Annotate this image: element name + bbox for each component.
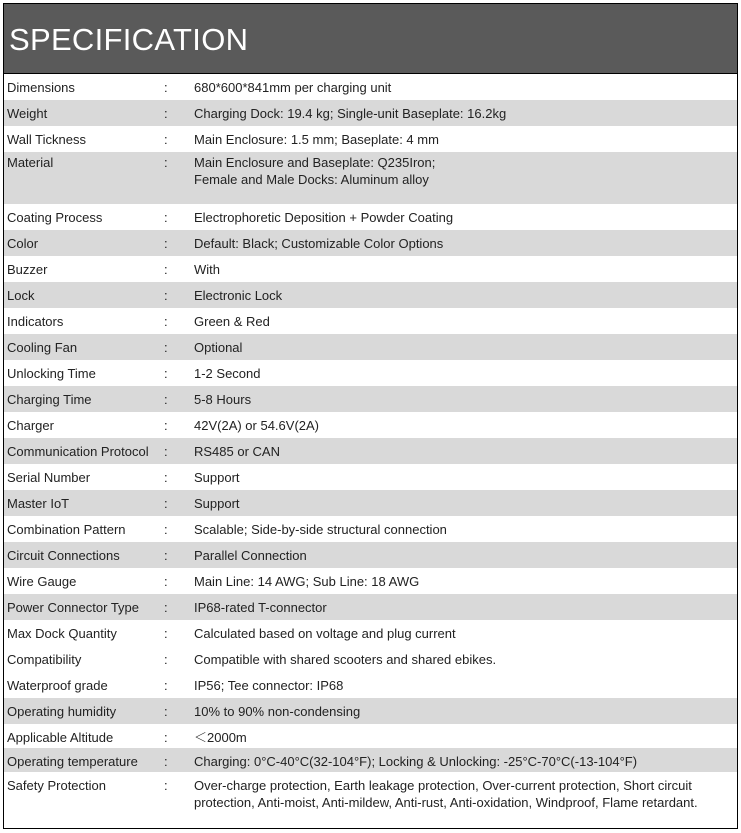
spec-separator: : — [164, 574, 168, 589]
spec-separator: : — [164, 730, 168, 745]
spec-value-line: Charging: 0°C-40°C(32-104°F); Locking & Unlocking: -25°C-70°C(-13-104°F) — [194, 754, 638, 769]
spec-row — [4, 620, 737, 646]
spec-value-line: Calculated based on voltage and plug current — [194, 626, 456, 641]
spec-value — [194, 235, 734, 252]
spec-separator: : — [164, 548, 168, 563]
spec-separator: : — [164, 496, 168, 511]
spec-label: Combination Pattern — [7, 522, 126, 537]
spec-separator: : — [164, 418, 168, 433]
spec-value — [194, 573, 734, 590]
spec-label: Coating Process — [7, 210, 103, 225]
spec-value — [194, 729, 734, 746]
spec-label: Waterproof grade — [7, 678, 108, 693]
spec-value-line: Scalable; Side-by-side structural connection — [194, 522, 447, 537]
spec-value-line: 5-8 Hours — [194, 392, 252, 407]
spec-row — [4, 748, 737, 772]
spec-separator: : — [164, 210, 168, 225]
spec-value — [194, 753, 734, 770]
spec-value-line: Main Line: 14 AWG; Sub Line: 18 AWG — [194, 574, 420, 589]
spec-label: Operating temperature — [7, 754, 138, 769]
spec-label: Charging Time — [7, 392, 92, 407]
spec-value-line: IP68-rated T-connector — [194, 600, 327, 615]
spec-label: Unlocking Time — [7, 366, 96, 381]
spec-value — [194, 443, 734, 460]
spec-value-line: Parallel Connection — [194, 548, 307, 563]
spec-table — [4, 74, 737, 827]
spec-value — [194, 547, 734, 564]
spec-value-line: With — [194, 262, 220, 277]
spec-value — [194, 313, 734, 330]
spec-row — [4, 126, 737, 152]
spec-row — [4, 646, 737, 672]
spec-label: Serial Number — [7, 470, 91, 485]
spec-value-line: Electrophoretic Deposition + Powder Coating — [194, 210, 454, 225]
specification-sheet — [3, 3, 738, 829]
spec-label: Color — [7, 236, 39, 251]
spec-row — [4, 672, 737, 698]
spec-label: Material — [7, 155, 54, 170]
spec-value — [194, 703, 734, 720]
spec-label: Lock — [7, 288, 35, 303]
spec-value-line: Default: Black; Customizable Color Options — [194, 236, 444, 251]
spec-separator: : — [164, 470, 168, 485]
spec-value-line: Female and Male Docks: Aluminum alloy — [194, 172, 429, 187]
spec-value-line: Green & Red — [194, 314, 270, 329]
spec-row — [4, 438, 737, 464]
spec-row — [4, 100, 737, 126]
spec-value — [194, 417, 734, 434]
spec-separator: : — [164, 340, 168, 355]
spec-label: Operating humidity — [7, 704, 117, 719]
spec-row — [4, 386, 737, 412]
spec-label: Cooling Fan — [7, 340, 78, 355]
spec-separator: : — [164, 652, 168, 667]
spec-value — [194, 339, 734, 356]
spec-row — [4, 308, 737, 334]
spec-value-line: ＜2000m — [194, 730, 247, 745]
spec-separator: : — [164, 262, 168, 277]
spec-separator: : — [164, 444, 168, 459]
spec-value — [194, 599, 734, 616]
spec-separator: : — [164, 778, 168, 793]
spec-value — [194, 154, 734, 188]
spec-separator: : — [164, 106, 168, 121]
page-title: SPECIFICATION — [9, 22, 249, 57]
spec-value — [194, 261, 734, 278]
spec-value-line: Over-charge protection, Earth leakage protection, Over-current protection, Short circuit — [194, 778, 692, 793]
spec-row — [4, 412, 737, 438]
spec-value-line: Electronic Lock — [194, 288, 283, 303]
spec-row — [4, 490, 737, 516]
spec-value-line: Support — [194, 470, 240, 485]
spec-separator: : — [164, 392, 168, 407]
spec-value-line: 680*600*841mm per charging unit — [194, 80, 392, 95]
spec-value-line: 10% to 90% non-condensing — [194, 704, 361, 719]
spec-label: Charger — [7, 418, 54, 433]
spec-row — [4, 464, 737, 490]
spec-value-line: 1-2 Second — [194, 366, 261, 381]
spec-separator: : — [164, 155, 168, 170]
spec-label: Wire Gauge — [7, 574, 77, 589]
spec-value — [194, 131, 734, 148]
spec-label: Weight — [7, 106, 48, 121]
spec-separator: : — [164, 288, 168, 303]
spec-value-line: Main Enclosure and Baseplate: Q235Iron; — [194, 155, 436, 170]
spec-row — [4, 204, 737, 230]
spec-row — [4, 568, 737, 594]
spec-row — [4, 724, 737, 748]
spec-label: Applicable Altitude — [7, 730, 114, 745]
spec-label: Power Connector Type — [7, 600, 139, 615]
spec-value — [194, 105, 734, 122]
spec-row — [4, 772, 737, 827]
spec-value — [194, 287, 734, 304]
spec-value — [194, 625, 734, 642]
spec-value-line: Support — [194, 496, 240, 511]
spec-value — [194, 521, 734, 538]
spec-label: Max Dock Quantity — [7, 626, 117, 641]
spec-value — [194, 677, 734, 694]
spec-value — [194, 209, 734, 226]
spec-value-line: RS485 or CAN — [194, 444, 280, 459]
spec-value-line: 42V(2A) or 54.6V(2A) — [194, 418, 320, 433]
spec-separator: : — [164, 678, 168, 693]
spec-separator: : — [164, 600, 168, 615]
spec-row — [4, 334, 737, 360]
spec-value-line: Compatible with shared scooters and shared ebikes. — [194, 652, 497, 667]
spec-row — [4, 542, 737, 568]
spec-label: Dimensions — [7, 80, 75, 95]
spec-separator: : — [164, 704, 168, 719]
spec-value — [194, 777, 734, 811]
spec-separator: : — [164, 366, 168, 381]
spec-separator: : — [164, 80, 168, 95]
spec-separator: : — [164, 522, 168, 537]
spec-row — [4, 152, 737, 204]
specification-header — [4, 4, 737, 74]
spec-value — [194, 495, 734, 512]
spec-row — [4, 594, 737, 620]
spec-row — [4, 256, 737, 282]
spec-label: Circuit Connections — [7, 548, 120, 563]
spec-value-line: Main Enclosure: 1.5 mm; Baseplate: 4 mm — [194, 132, 439, 147]
spec-row — [4, 698, 737, 724]
spec-label: Indicators — [7, 314, 64, 329]
spec-separator: : — [164, 314, 168, 329]
spec-label: Compatibility — [7, 652, 82, 667]
spec-row — [4, 282, 737, 308]
spec-label: Wall Tickness — [7, 132, 86, 147]
spec-row — [4, 230, 737, 256]
spec-value — [194, 79, 734, 96]
spec-value — [194, 469, 734, 486]
spec-value-line: IP56; Tee connector: IP68 — [194, 678, 344, 693]
spec-label: Buzzer — [7, 262, 48, 277]
spec-value — [194, 365, 734, 382]
spec-value — [194, 391, 734, 408]
spec-separator: : — [164, 754, 168, 769]
spec-label: Safety Protection — [7, 778, 106, 793]
spec-label: Communication Protocol — [7, 444, 149, 459]
spec-row — [4, 360, 737, 386]
spec-value — [194, 651, 734, 668]
spec-separator: : — [164, 132, 168, 147]
spec-label: Master IoT — [7, 496, 70, 511]
spec-row — [4, 516, 737, 542]
spec-value-line: Optional — [194, 340, 243, 355]
spec-value-line: Charging Dock: 19.4 kg; Single-unit Baseplate: 16.2kg — [194, 106, 507, 121]
spec-row — [4, 74, 737, 100]
spec-separator: : — [164, 626, 168, 641]
spec-separator: : — [164, 236, 168, 251]
spec-value-line: protection, Anti-moist, Anti-mildew, Anti-rust, Anti-oxidation, Windproof, Flame retardant. — [194, 795, 698, 810]
